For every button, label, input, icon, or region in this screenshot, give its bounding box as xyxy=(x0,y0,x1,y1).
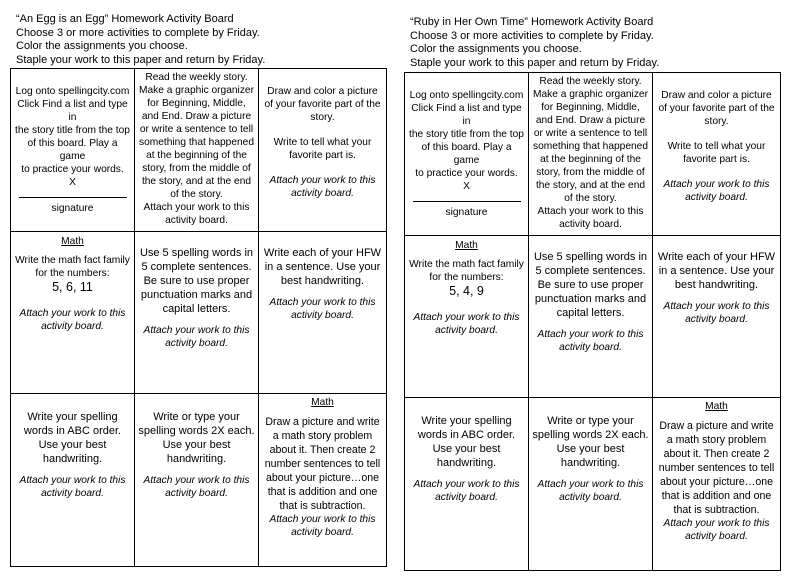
activity-text: Draw and color a picture of your favorite part of the story. xyxy=(264,86,381,123)
attach-note: Attach your work to this activity board. xyxy=(663,301,770,325)
activity-text: Write or type your spelling words 2X each. Use your best handwriting. xyxy=(138,411,255,465)
attach-note: Attach your work to this activity board. xyxy=(269,297,376,321)
activity-spellingcity[interactable] xyxy=(405,73,529,236)
activity-text: Write your spelling words in ABC order. Use your best handwriting. xyxy=(23,411,122,465)
attach-note: Attach your work to this activity board. xyxy=(143,475,250,499)
activity-text: Write to tell what your favorite part is. xyxy=(667,141,766,165)
x-mark: X xyxy=(69,177,76,188)
activity-spelling-2x[interactable] xyxy=(135,394,259,567)
signature-label: signature xyxy=(445,207,488,218)
activity-favorite-part[interactable] xyxy=(259,69,387,232)
activity-spelling-2x[interactable] xyxy=(529,398,653,571)
attach-note: Attach your work to this activity board. xyxy=(537,479,644,503)
activity-text: Write each of your HFW in a sentence. Use your best handwriting. xyxy=(263,247,382,287)
spellingcity-line: Log onto spellingcity.com xyxy=(15,86,130,97)
attach-note: Attach your work to this activity board. xyxy=(269,175,376,199)
attach-note: Attach your work to this activity board. xyxy=(269,514,376,538)
attach-note: Attach your work to this activity board. xyxy=(537,329,644,353)
board-title: “Ruby in Her Own Time” Homework Activity Board xyxy=(410,16,654,28)
attach-note: Attach your work to this activity board. xyxy=(537,206,644,230)
spellingcity-line: the story title from the top xyxy=(409,129,524,140)
spellingcity-line: to practice your words. xyxy=(21,164,124,175)
attach-note: Attach your work to this activity board. xyxy=(413,312,520,336)
signature-line[interactable] xyxy=(19,197,127,198)
instruction-line: Color the assignments you choose. xyxy=(16,40,188,52)
activity-abc-order[interactable] xyxy=(11,394,135,567)
activity-text: Use 5 spelling words in 5 complete sentences. Be sure to use proper punctuation marks and capital letters. xyxy=(533,251,648,319)
activity-board-egg xyxy=(0,0,390,588)
instruction-line: Staple your work to this paper and return by Friday. xyxy=(410,56,660,69)
attach-note: Attach your work to this activity board. xyxy=(663,518,770,542)
activity-text: Draw a picture and write a math story problem about it. Then create 2 number sentences to tell about your picture…one that is addition and one that is subtraction. xyxy=(264,416,381,512)
spellingcity-line: Log onto spellingcity.com xyxy=(409,90,524,101)
activity-text: Draw and color a picture of your favorite part of the story. xyxy=(658,90,775,127)
activity-text: Write to tell what your favorite part is. xyxy=(273,137,372,161)
activity-math-story[interactable] xyxy=(653,398,781,571)
attach-note: Attach your work to this activity board. xyxy=(19,475,126,499)
activity-hfw-sentences[interactable] xyxy=(653,236,781,398)
activity-spellingcity[interactable] xyxy=(11,69,135,232)
activity-text: Write or type your spelling words 2X each. Use your best handwriting. xyxy=(532,415,649,469)
fact-family-numbers: 5, 4, 9 xyxy=(449,284,484,298)
signature-label: signature xyxy=(51,203,94,214)
math-title: Math xyxy=(61,236,84,247)
activity-text: Read the weekly story. Make a graphic organizer for Beginning, Middle, and End. Draw a picture or write a sentence to tell something that happened at the beginning of the story, from the middle of the story, and at the end of the story. xyxy=(533,76,648,204)
x-mark: X xyxy=(463,181,470,192)
activity-text: Write each of your HFW in a sentence. Use your best handwriting. xyxy=(657,251,776,291)
board-header xyxy=(16,13,265,67)
fact-family-numbers: 5, 6, 11 xyxy=(52,280,93,294)
spellingcity-line: to practice your words. xyxy=(415,168,518,179)
spellingcity-line: Click Find a list and type in xyxy=(411,103,522,127)
activity-hfw-sentences[interactable] xyxy=(259,232,387,394)
instruction-line: Staple your work to this paper and return by Friday. xyxy=(16,53,266,66)
activity-graphic-organizer[interactable] xyxy=(135,69,259,232)
math-title: Math xyxy=(455,240,478,251)
spellingcity-line: of this board. Play a game xyxy=(421,142,512,166)
attach-note: Attach your work to this activity board. xyxy=(19,308,126,332)
activity-text: Write your spelling words in ABC order. Use your best handwriting. xyxy=(417,415,516,469)
activity-math-fact-family[interactable] xyxy=(405,236,529,398)
spellingcity-line: Click Find a list and type in xyxy=(17,99,128,123)
activity-text: Write the math fact family for the numbers: xyxy=(15,255,130,279)
instruction-line: Choose 3 or more activities to complete by Friday. xyxy=(16,26,260,39)
instruction-line: Color the assignments you choose. xyxy=(410,43,582,55)
attach-note: Attach your work to this activity board. xyxy=(413,479,520,503)
attach-note: Attach your work to this activity board. xyxy=(143,202,250,226)
activity-grid xyxy=(404,72,781,571)
attach-note: Attach your work to this activity board. xyxy=(143,325,250,349)
activity-abc-order[interactable] xyxy=(405,398,529,571)
spellingcity-line: the story title from the top xyxy=(15,125,130,136)
activity-text: Use 5 spelling words in 5 complete sentences. Be sure to use proper punctuation marks and capital letters. xyxy=(139,247,254,315)
activity-graphic-organizer[interactable] xyxy=(529,73,653,236)
activity-grid xyxy=(10,68,387,567)
activity-spelling-sentences[interactable] xyxy=(529,236,653,398)
activity-text: Draw a picture and write a math story problem about it. Then create 2 number sentences to tell about your picture…one that is addition and one that is subtraction. xyxy=(658,420,775,516)
activity-spelling-sentences[interactable] xyxy=(135,232,259,394)
board-title: “An Egg is an Egg” Homework Activity Board xyxy=(16,13,234,25)
activity-board-ruby xyxy=(396,0,786,588)
activity-text: Write the math fact family for the numbers: xyxy=(409,259,524,283)
activity-math-fact-family[interactable] xyxy=(11,232,135,394)
signature-line[interactable] xyxy=(413,201,521,202)
activity-math-story[interactable] xyxy=(259,394,387,567)
attach-note: Attach your work to this activity board. xyxy=(663,179,770,203)
board-header xyxy=(410,16,659,70)
math-title: Math xyxy=(311,397,334,408)
instruction-line: Choose 3 or more activities to complete by Friday. xyxy=(410,29,654,42)
activity-text: Read the weekly story. Make a graphic organizer for Beginning, Middle, and End. Draw a picture or write a sentence to tell something that happened at the beginning of the story, from the middle of the story, and at the end of the story. xyxy=(139,72,254,200)
spellingcity-line: of this board. Play a game xyxy=(27,138,118,162)
activity-favorite-part[interactable] xyxy=(653,73,781,236)
math-title: Math xyxy=(705,401,728,412)
